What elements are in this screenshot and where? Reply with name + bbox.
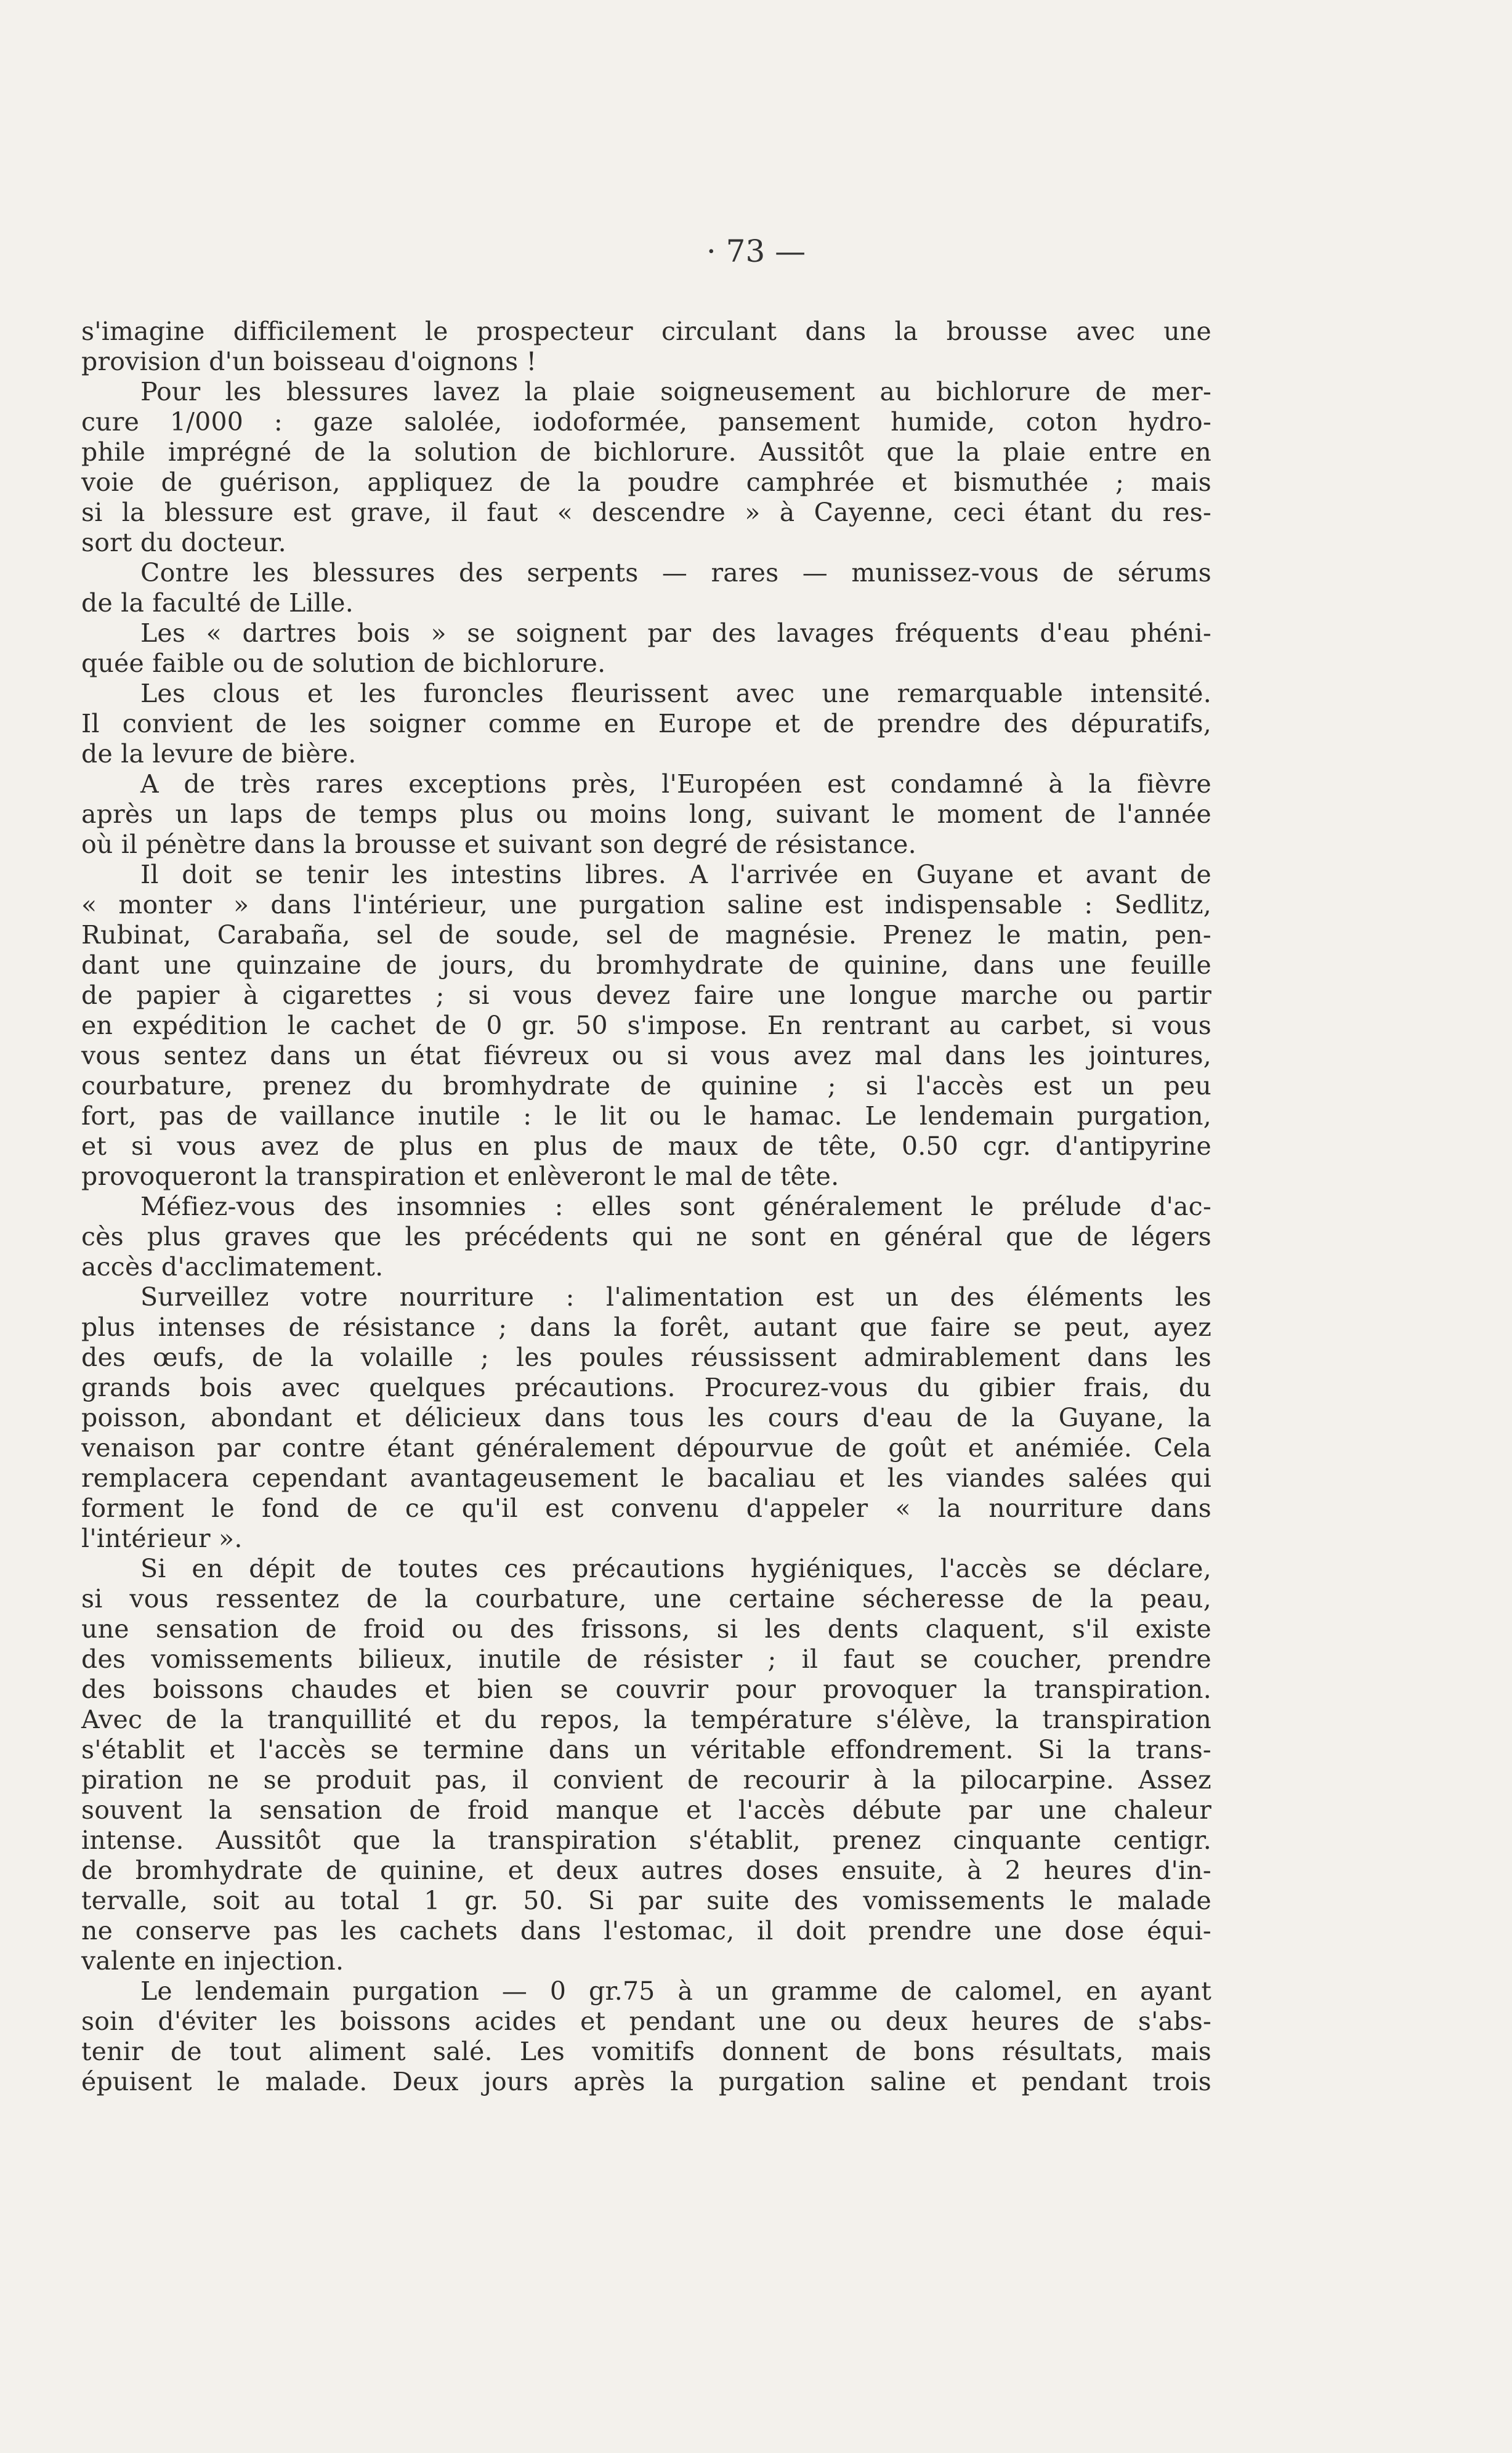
text-line: Le lendemain purgation — 0 gr.75 à un gramme de calomel, en ayant (140, 1976, 1211, 2006)
text-line: A de très rares exceptions près, l'Européen est condamné à la fièvre (140, 769, 1211, 799)
text-line: provision d'un boisseau d'oignons ! (81, 347, 537, 376)
text-line: Si en dépit de toutes ces précautions hygiéniques, l'accès se déclare, (140, 1554, 1211, 1583)
text-line: accès d'acclimatement. (81, 1252, 384, 1282)
text-line: de la faculté de Lille. (81, 588, 354, 618)
text-line: des œufs, de la volaille ; les poules réussissent admirablement dans les (81, 1343, 1211, 1372)
text-line: de la levure de bière. (81, 739, 357, 769)
text-line: sort du docteur. (81, 528, 286, 557)
text-line: et si vous avez de plus en plus de maux de tête, 0.50 cgr. d'antipyrine (81, 1131, 1211, 1161)
text-line: Il convient de les soigner comme en Europe et de prendre des dépuratifs, (81, 709, 1211, 738)
text-line: Il doit se tenir les intestins libres. A l'arrivée en Guyane et avant de (140, 860, 1211, 889)
text-line: piration ne se produit pas, il convient de recourir à la pilocarpine. Assez (81, 1765, 1211, 1795)
text-line: Contre les blessures des serpents — rares — munissez-vous de sérums (140, 558, 1211, 588)
text-line: fort, pas de vaillance inutile : le lit ou le hamac. Le lendemain purgation, (81, 1101, 1211, 1131)
page-number: · 73 — (706, 233, 806, 269)
text-line: « monter » dans l'intérieur, une purgation saline est indispensable : Sedlitz, (81, 890, 1211, 919)
paragraph (81, 618, 1211, 679)
paragraph (81, 317, 1211, 377)
paragraph (81, 1976, 1211, 2097)
text-line: ne conserve pas les cachets dans l'estomac, il doit prendre une dose équi- (81, 1916, 1211, 1946)
paragraph (81, 1554, 1211, 1976)
text-line: cure 1/000 : gaze salolée, iodoformée, pansement humide, coton hydro- (81, 407, 1211, 437)
text-line: quée faible ou de solution de bichlorure. (81, 649, 606, 678)
text-line: phile imprégné de la solution de bichlorure. Aussitôt que la plaie entre en (81, 437, 1211, 467)
text-line: Méfiez-vous des insomnies : elles sont généralement le prélude d'ac- (140, 1192, 1211, 1221)
text-line: Les « dartres bois » se soignent par des lavages fréquents d'eau phéni- (140, 618, 1211, 648)
paragraph (81, 769, 1211, 860)
text-line: s'imagine difficilement le prospecteur circulant dans la brousse avec une (81, 317, 1211, 346)
text-line: dant une quinzaine de jours, du bromhydrate de quinine, dans une feuille (81, 950, 1211, 980)
text-line: si vous ressentez de la courbature, une certaine sécheresse de la peau, (81, 1584, 1211, 1614)
text-line: tervalle, soit au total 1 gr. 50. Si par suite des vomissements le malade (81, 1886, 1211, 1915)
text-line: des vomissements bilieux, inutile de résister ; il faut se coucher, prendre (81, 1644, 1211, 1674)
body-text (81, 317, 1211, 2097)
text-line: valente en injection. (81, 1946, 344, 1976)
paragraph (81, 860, 1211, 1192)
paragraph (81, 679, 1211, 769)
text-line: soin d'éviter les boissons acides et pendant une ou deux heures de s'abs- (81, 2006, 1211, 2036)
paragraph (81, 377, 1211, 558)
text-line: plus intenses de résistance ; dans la forêt, autant que faire se peut, ayez (81, 1312, 1211, 1342)
text-line: où il pénètre dans la brousse et suivant son degré de résistance. (81, 830, 916, 859)
text-line: souvent la sensation de froid manque et l'accès débute par une chaleur (81, 1795, 1211, 1825)
paragraph (81, 558, 1211, 618)
text-line: des boissons chaudes et bien se couvrir pour provoquer la transpiration. (81, 1675, 1211, 1704)
text-line: Les clous et les furoncles fleurissent avec une remarquable intensité. (140, 679, 1211, 708)
text-line: courbature, prenez du bromhydrate de quinine ; si l'accès est un peu (81, 1071, 1211, 1101)
text-line: de papier à cigarettes ; si vous devez faire une longue marche ou partir (81, 980, 1211, 1010)
text-line: après un laps de temps plus ou moins long, suivant le moment de l'année (81, 799, 1211, 829)
text-line: une sensation de froid ou des frissons, si les dents claquent, s'il existe (81, 1614, 1211, 1644)
text-line: en expédition le cachet de 0 gr. 50 s'impose. En rentrant au carbet, si vous (81, 1011, 1211, 1040)
text-line: Surveillez votre nourriture : l'alimentation est un des éléments les (140, 1282, 1211, 1312)
text-line: de bromhydrate de quinine, et deux autres doses ensuite, à 2 heures d'in- (81, 1856, 1211, 1885)
text-line: si la blessure est grave, il faut « descendre » à Cayenne, ceci étant du res- (81, 498, 1211, 527)
text-line: remplacera cependant avantageusement le bacaliau et les viandes salées qui (81, 1463, 1211, 1493)
text-line: voie de guérison, appliquez de la poudre camphrée et bismuthée ; mais (81, 467, 1211, 497)
text-line: l'intérieur ». (81, 1524, 243, 1553)
text-line: vous sentez dans un état fiévreux ou si vous avez mal dans les jointures, (81, 1041, 1211, 1070)
text-line: grands bois avec quelques précautions. Procurez-vous du gibier frais, du (81, 1373, 1211, 1402)
text-line: tenir de tout aliment salé. Les vomitifs donnent de bons résultats, mais (81, 2037, 1211, 2066)
text-line: Avec de la tranquillité et du repos, la température s'élève, la transpiration (81, 1705, 1211, 1734)
paragraph (81, 1192, 1211, 1282)
text-line: s'établit et l'accès se termine dans un véritable effondrement. Si la trans- (81, 1735, 1211, 1764)
text-line: Pour les blessures lavez la plaie soigneusement au bichlorure de mer- (140, 377, 1211, 406)
paragraph (81, 1282, 1211, 1554)
text-line: intense. Aussitôt que la transpiration s'établit, prenez cinquante centigr. (81, 1825, 1211, 1855)
text-line: venaison par contre étant généralement dépourvue de goût et anémiée. Cela (81, 1433, 1211, 1463)
text-line: forment le fond de ce qu'il est convenu d'appeler « la nourriture dans (81, 1493, 1211, 1523)
text-line: poisson, abondant et délicieux dans tous les cours d'eau de la Guyane, la (81, 1403, 1211, 1433)
text-line: épuisent le malade. Deux jours après la purgation saline et pendant trois (81, 2067, 1211, 2096)
text-line: cès plus graves que les précédents qui ne sont en général que de légers (81, 1222, 1211, 1251)
text-line: Rubinat, Carabaña, sel de soude, sel de magnésie. Prenez le matin, pen- (81, 920, 1211, 950)
text-line: provoqueront la transpiration et enlèveront le mal de tête. (81, 1162, 839, 1191)
